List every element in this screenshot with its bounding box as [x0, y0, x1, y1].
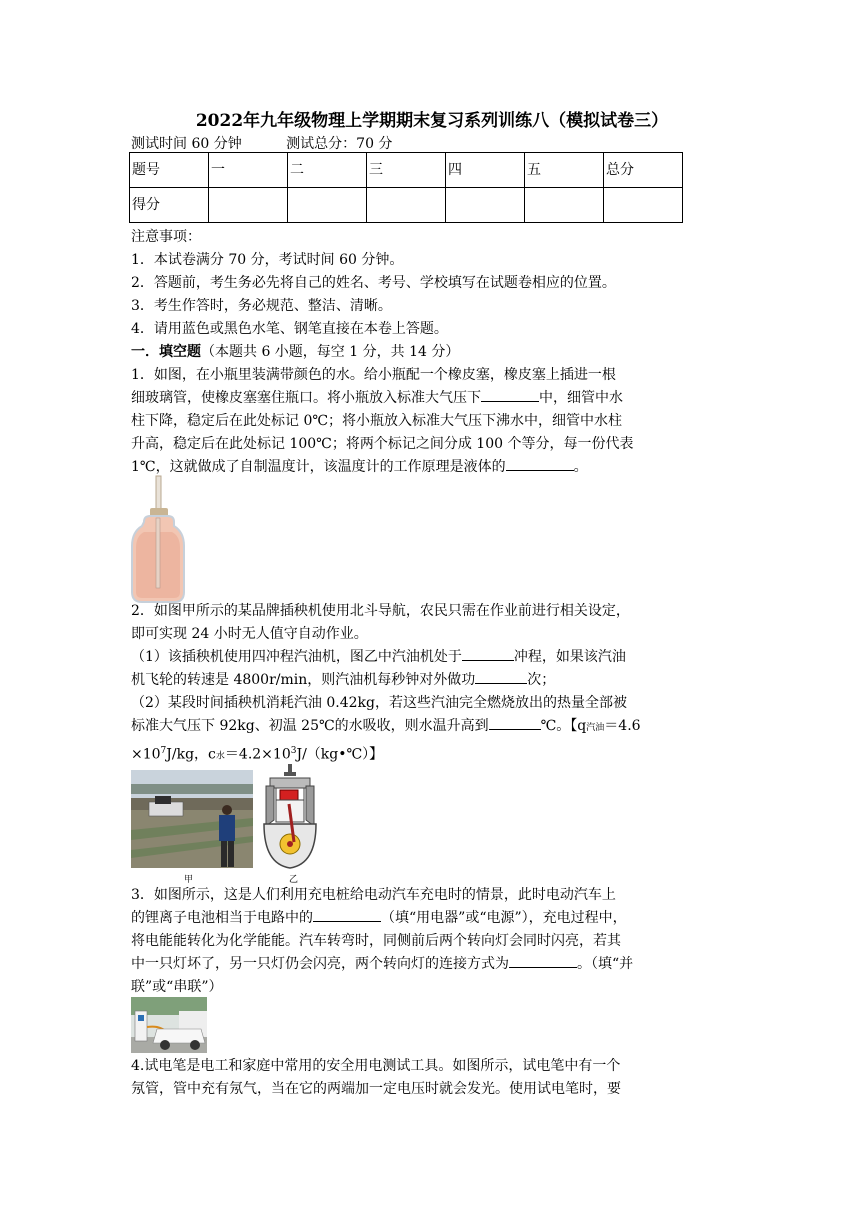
section-label: 一．填空题 — [131, 344, 201, 360]
q4-line: 氖管，管中充有氖气，当在它的两端加一定电压时就会发光。使用试电笔时，要 — [131, 1081, 621, 1097]
q2-blank-3[interactable] — [489, 715, 541, 730]
score-cell[interactable] — [525, 188, 604, 223]
section-heading — [131, 341, 731, 364]
exam-title: 2022年九年级物理上学期期末复习系列训练八（模拟试卷三） — [195, 111, 669, 131]
q2-text: ×10 — [131, 746, 161, 763]
q2-text: 标准大气压下 92kg、初温 25℃的水吸收，则水温升高到 — [131, 718, 489, 734]
q3-text: 的锂离子电池相当于电路中的 — [131, 910, 313, 926]
note-item: 4．请用蓝色或黑色水笔、钢笔直接在本卷上答题。 — [131, 321, 448, 337]
q2-text: J/（kg•℃）】 — [296, 746, 384, 763]
score-header-cell: 题号 — [130, 153, 209, 188]
score-header-cell: 三 — [367, 153, 446, 188]
q2-blank-2[interactable] — [475, 669, 527, 684]
q1-text: 中，细管中水 — [539, 390, 623, 406]
score-cell[interactable] — [604, 188, 683, 223]
q2-line: 即可实现 24 小时无人值守自动作业。 — [131, 626, 368, 642]
q3-text: （填“用电器”或“电源”），充电过程中， — [381, 910, 627, 926]
q2-text: 机飞轮的转速是 4800r/min，则汽油机每秒钟对外做功 — [131, 672, 476, 688]
exam-meta — [131, 133, 432, 153]
question-3 — [131, 884, 731, 999]
note-item: 3．考生作答时，务必规范、整洁、清晰。 — [131, 298, 392, 314]
q2-text: J/kg，c — [166, 746, 216, 763]
q3-text: 。（填“并 — [577, 956, 634, 972]
ev-charging-photo — [131, 997, 207, 1053]
score-cell[interactable] — [209, 188, 288, 223]
test-time: 测试时间 60 分钟 — [131, 136, 242, 152]
note-item: 2．答题前，考生务必先将自己的姓名、考号、学校填写在试题卷相应的位置。 — [131, 275, 616, 291]
q1-text: 细玻璃管，使橡皮塞塞住瓶口。将小瓶放入标准大气压下 — [131, 390, 481, 406]
question-4 — [131, 1055, 731, 1101]
q3-line — [131, 953, 731, 976]
q1-text: 1℃，这就做成了自制温度计，该温度计的工作原理是液体的 — [131, 459, 506, 475]
score-table-score-row — [130, 188, 683, 223]
q1-line: 1．如图，在小瓶里装满带颜色的水。给小瓶配一个橡皮塞，橡皮塞上插进一根 — [131, 367, 616, 383]
score-cell[interactable] — [367, 188, 446, 223]
note-item: 1．本试卷满分 70 分，考试时间 60 分钟。 — [131, 252, 404, 268]
score-header-cell: 一 — [209, 153, 288, 188]
score-header-cell: 二 — [288, 153, 367, 188]
q1-text: 。 — [573, 459, 588, 475]
score-table-header-row — [130, 153, 683, 188]
q2-line — [131, 646, 731, 669]
engine-stroke-diagram — [260, 764, 322, 872]
q4-line: 4.试电笔是电工和家庭中常用的安全用电测试工具。如图所示，试电笔中有一个 — [131, 1058, 621, 1074]
thermometer-bottle-image — [130, 474, 186, 604]
q1-line: 柱下降，稳定后在此处标记 0℃；将小瓶放入标准大气压下沸水中，细管中水柱 — [131, 413, 623, 429]
q2-line — [131, 715, 731, 740]
score-table — [129, 152, 683, 223]
notes — [131, 226, 731, 364]
rice-transplanter-photo — [131, 770, 253, 868]
q3-line — [131, 907, 731, 930]
q2-text: ＝4.6 — [604, 718, 641, 734]
score-header-cell: 五 — [525, 153, 604, 188]
q2-line — [131, 669, 731, 692]
q3-text: 中一只灯坏了，另一只灯仍会闪亮，两个转向灯的连接方式为 — [131, 956, 509, 972]
q2-text: ＝4.2×10 — [224, 746, 291, 763]
score-row-label: 得分 — [130, 188, 209, 223]
q2-subscript: 汽油 — [586, 723, 605, 733]
score-cell[interactable] — [288, 188, 367, 223]
q2-text: （1）该插秧机使用四冲程汽油机，图乙中汽油机处于 — [131, 649, 462, 665]
q2-line — [131, 740, 731, 769]
q2-text: 次； — [527, 672, 556, 688]
q2-text: 冲程，如果该汽油 — [513, 649, 626, 665]
question-2 — [131, 600, 731, 769]
test-total: 测试总分：70 分 — [286, 136, 393, 152]
figure-caption-yi: 乙 — [289, 875, 299, 885]
q1-blank-2[interactable] — [506, 456, 574, 471]
q2-superscript: 3 — [290, 746, 297, 756]
q1-line — [131, 387, 731, 410]
section-desc: （本题共 6 小题，每空 1 分，共 14 分） — [201, 344, 460, 360]
score-header-cell: 总分 — [604, 153, 683, 188]
q3-line: 联”或“串联”） — [131, 979, 223, 995]
figure-caption-jia: 甲 — [184, 875, 194, 885]
q2-line: （2）某段时间插秧机消耗汽油 0.42kg，若这些汽油完全燃烧放出的热量全部被 — [131, 695, 627, 711]
q3-line: 3．如图所示，这是人们利用充电桩给电动汽车充电时的情景，此时电动汽车上 — [131, 887, 616, 903]
q2-text: ℃。【q — [540, 718, 587, 734]
q2-line: 2．如图甲所示的某品牌插秧机使用北斗导航，农民只需在作业前进行相关设定， — [131, 603, 630, 619]
q1-blank-1[interactable] — [481, 387, 539, 402]
q1-line — [131, 456, 731, 479]
q3-blank-1[interactable] — [313, 907, 381, 922]
q2-blank-1[interactable] — [462, 646, 514, 661]
q2-subscript: 水 — [215, 751, 225, 762]
score-header-cell: 四 — [446, 153, 525, 188]
q1-line: 升高，稳定后在此处标记 100℃；将两个标记之间分成 100 个等分，每一份代表 — [131, 436, 634, 452]
notes-heading: 注意事项： — [131, 229, 201, 245]
q2-superscript: 7 — [160, 746, 167, 756]
score-cell[interactable] — [446, 188, 525, 223]
q3-blank-2[interactable] — [509, 953, 577, 968]
q3-line: 将电能能转化为化学能能。汽车转弯时，同侧前后两个转向灯会同时闪亮，若其 — [131, 933, 621, 949]
question-1 — [131, 364, 731, 479]
